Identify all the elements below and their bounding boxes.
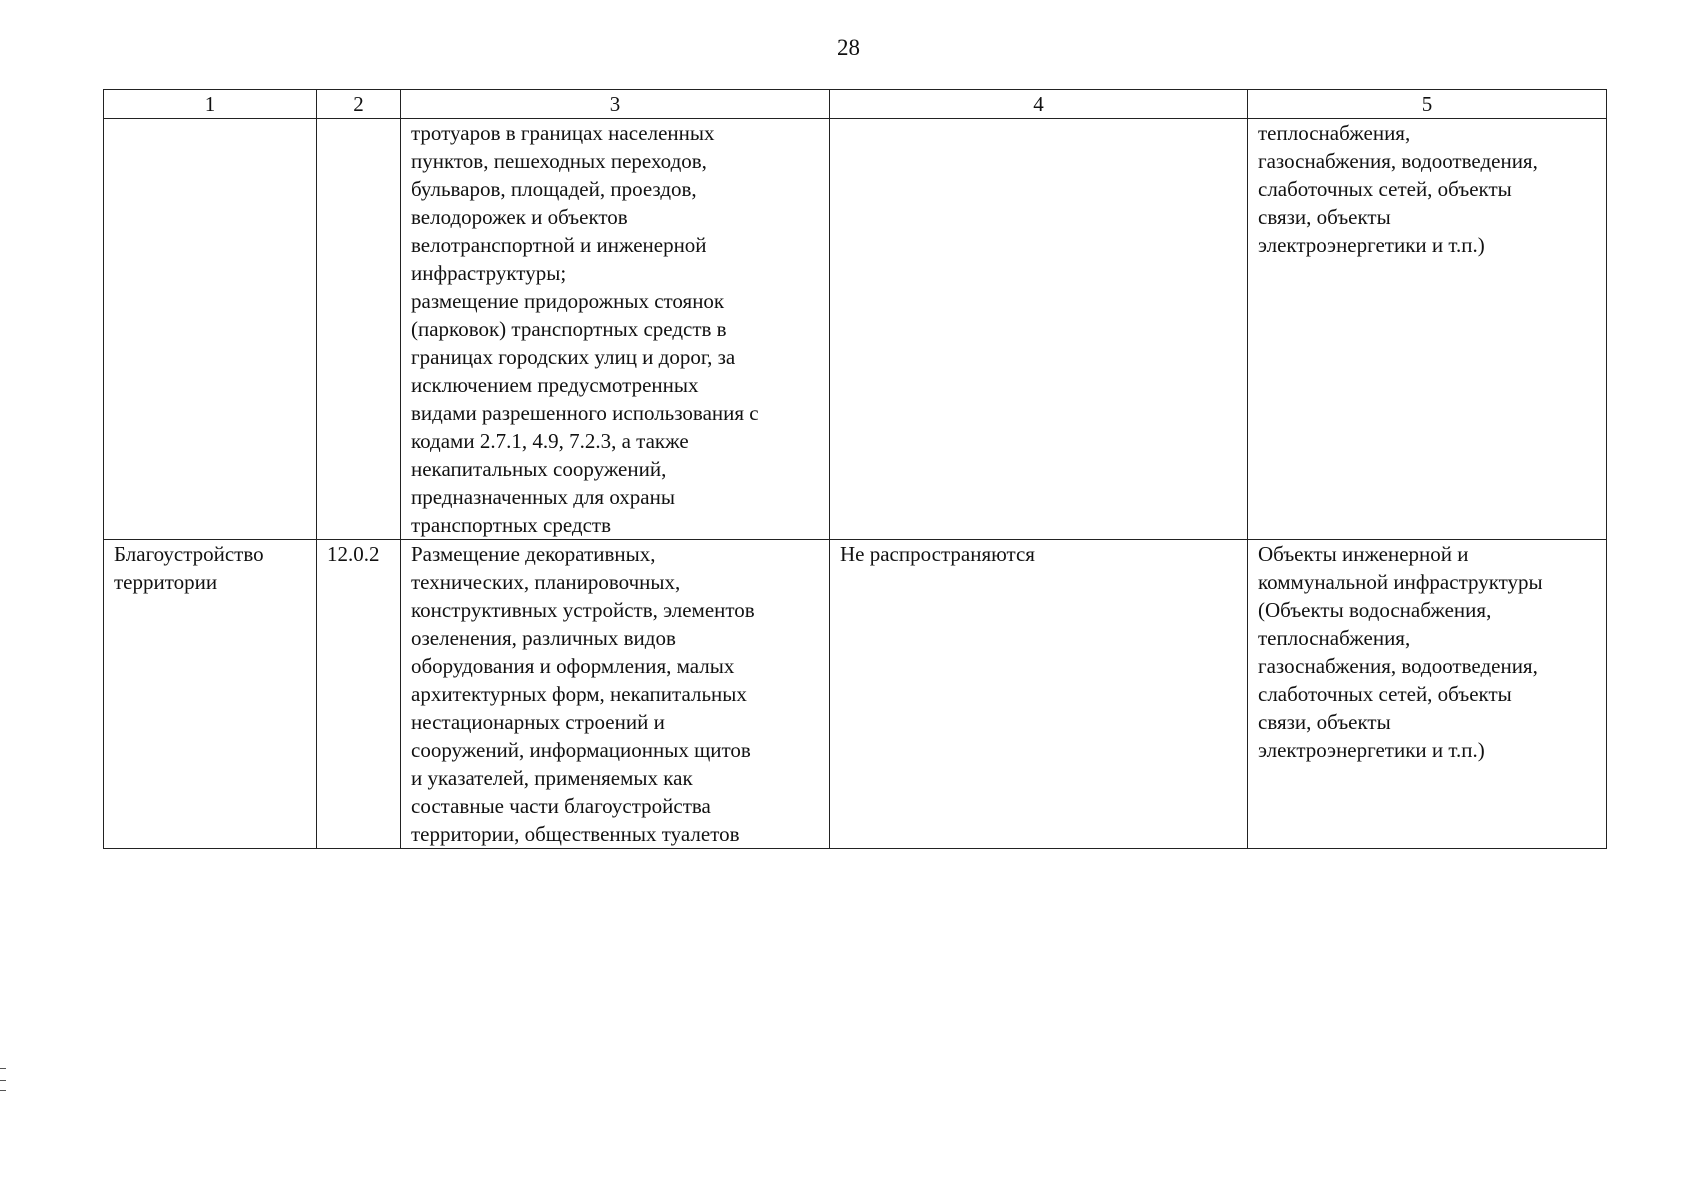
use-name-cell: Благоустройство территории	[104, 540, 317, 849]
use-code-cell: 12.0.2	[317, 540, 401, 849]
auxiliary-objects-cell: теплоснабжения, газоснабжения, водоотведения, слаботочных сетей, объекты связи, объекты электроэнергетики и т.п.)	[1248, 119, 1607, 540]
page-number: 28	[837, 35, 860, 60]
scan-margin-mark	[0, 1080, 6, 1081]
column-header-4: 4	[830, 90, 1248, 119]
restrictions-cell: Не распространяются	[830, 540, 1248, 849]
use-code-cell	[317, 119, 401, 540]
land-use-table	[103, 89, 1607, 849]
table-row	[104, 540, 1607, 849]
use-description-cell: Размещение декоративных, технических, планировочных, конструктивных устройств, элементов озеленения, различных видов оборудования и оформления, малых архитектурных форм, некапитальных нестационарных строений и сооружений, информационных щитов и указателей, применяемых как составные части благоустройства территории, общественных туалетов	[401, 540, 830, 849]
column-header-2: 2	[317, 90, 401, 119]
table-row	[104, 119, 1607, 540]
table-header-row	[104, 90, 1607, 119]
restrictions-cell	[830, 119, 1248, 540]
auxiliary-objects-cell: Объекты инженерной и коммунальной инфраструктуры (Объекты водоснабжения, теплоснабжения, газоснабжения, водоотведения, слаботочных сетей, объекты связи, объекты электроэнергетики и т.п.)	[1248, 540, 1607, 849]
use-description-cell: тротуаров в границах населенных пунктов, пешеходных переходов, бульваров, площадей, проездов, велодорожек и объектов велотранспортной и инженерной инфраструктуры; размещение придорожных стоянок (парковок) транспортных средств в границах городских улиц и дорог, за исключением предусмотренных видами разрешенного использования с кодами 2.7.1, 4.9, 7.2.3, а также некапитальных сооружений, предназначенных для охраны транспортных средств	[401, 119, 830, 540]
column-header-1: 1	[104, 90, 317, 119]
use-name-cell	[104, 119, 317, 540]
column-header-5: 5	[1248, 90, 1607, 119]
column-header-3: 3	[401, 90, 830, 119]
scan-margin-mark	[0, 1068, 6, 1069]
scan-margin-mark	[0, 1090, 6, 1091]
